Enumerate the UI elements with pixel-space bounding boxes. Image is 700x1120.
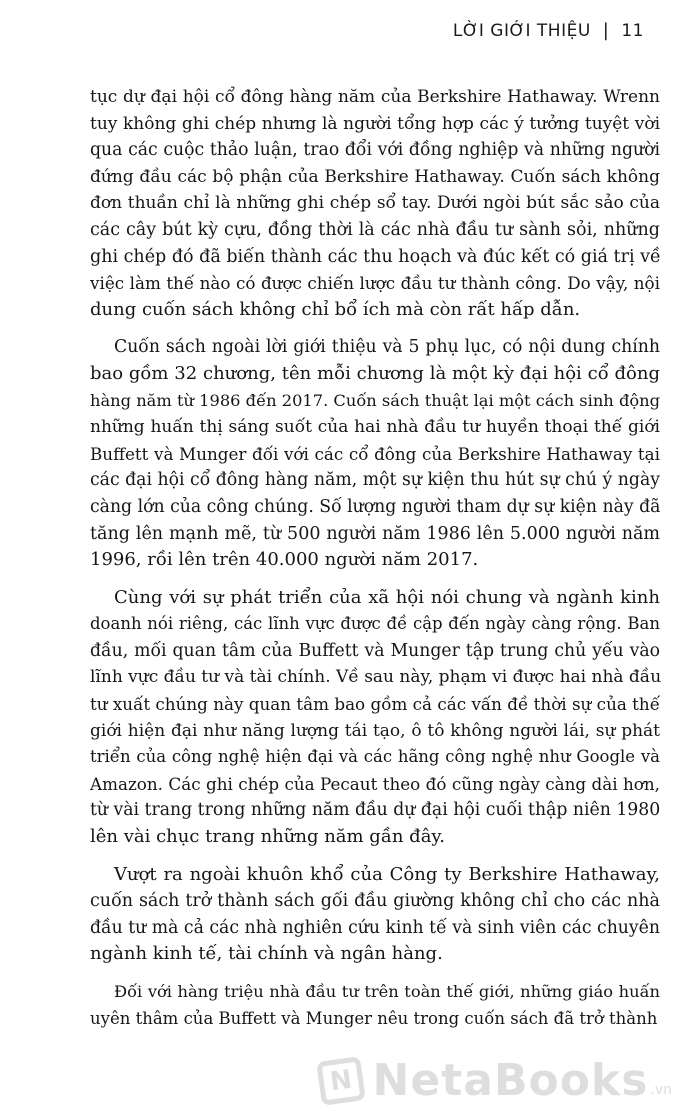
text-line: dung cuốn sách không chỉ bổ ích mà còn rất hấp dẫn.	[90, 298, 581, 320]
page-number: 11	[621, 20, 644, 41]
text-line: những huấn thị sáng suốt của hai nhà đầu tư huyền thoại thế giới	[90, 417, 660, 438]
text-line: đơn thuần chỉ là những ghi chép sổ tay. Dưới ngòi bút sắc sảo của	[90, 193, 660, 214]
running-header	[453, 20, 644, 41]
text-line: tư xuất chúng này quan tâm bao gồm cả các vấn đề thời sự của thế	[90, 694, 660, 715]
text-line: triển của công nghệ hiện đại và các hãng công nghệ như Google và	[90, 747, 660, 767]
text-line: uyên thâm của Buffett và Munger nêu trong cuốn sách đã trở thành	[90, 1008, 658, 1028]
watermark	[319, 1055, 672, 1106]
text-line: giới hiện đại như năng lượng tái tạo, ô tô không người lái, sự phát	[90, 720, 660, 741]
paragraph	[90, 334, 660, 573]
text-line: tuy không ghi chép nhưng là người tổng hợp các ý tưởng tuyệt vời	[90, 113, 660, 134]
text-line: đầu tư mà cả các nhà nghiên cứu kinh tế và sinh viên các chuyên	[90, 917, 660, 938]
text-line: tăng lên mạnh mẽ, từ 500 người năm 1986 lên 5.000 người năm	[90, 523, 660, 544]
text-line: qua các cuộc thảo luận, trao đổi với đồng nghiệp và những người	[90, 140, 660, 161]
text-line: ngành kinh tế, tài chính và ngân hàng.	[90, 943, 443, 965]
paragraph	[90, 84, 660, 323]
text-line: hàng năm từ 1986 đến 2017. Cuốn sách thuật lại một cách sinh động	[90, 390, 660, 410]
text-line: cuốn sách trở thành sách gối đầu giường không chỉ cho các nhà	[90, 891, 660, 912]
text-line: Cùng với sự phát triển của xã hội nói chung và ngành kinh	[114, 586, 660, 608]
text-line: Vượt ra ngoài khuôn khổ của Công ty Berkshire Hathaway,	[114, 863, 660, 885]
text-line: lĩnh vực đầu tư và tài chính. Về sau này, phạm vi được hai nhà đầu	[90, 667, 662, 688]
text-line: ghi chép đó đã biến thành các thu hoạch và đúc kết có giá trị về	[90, 246, 661, 267]
watermark-text: NetaBooks	[372, 1055, 649, 1106]
text-line: doanh nói riêng, các lĩnh vực được đề cập đến ngày càng rộng. Ban	[90, 614, 660, 634]
text-line: tục dự đại hội cổ đông hàng năm của Berkshire Hathaway. Wrenn	[90, 87, 660, 107]
text-line: càng lớn của công chúng. Số lượng người tham dự sự kiện này đã	[90, 496, 661, 517]
text-line: các cây bút kỳ cựu, đồng thời là các nhà đầu tư sành sỏi, những	[90, 219, 660, 240]
watermark-suffix: .vn	[650, 1082, 672, 1098]
text-line: 1996, rồi lên trên 40.000 người năm 2017.	[90, 549, 479, 571]
text-line: đứng đầu các bộ phận của Berkshire Hathaway. Cuốn sách không	[90, 166, 660, 187]
paragraph	[90, 862, 660, 968]
text-line: đầu, mối quan tâm của Buffett và Munger tập trung chủ yếu vào	[90, 640, 660, 661]
header-separator: |	[602, 20, 610, 41]
text-line: từ vài trang trong những năm đầu dự đại hội cuối thập niên 1980	[90, 800, 661, 821]
netabooks-logo-icon: N	[316, 1056, 366, 1106]
text-line: các đại hội cổ đông hàng năm, một sự kiện thu hút sự chú ý ngày	[90, 470, 660, 491]
text-line: lên vài chục trang những năm gần đây.	[90, 826, 445, 848]
paragraph	[90, 585, 660, 851]
body-text	[90, 84, 660, 1043]
text-line: Cuốn sách ngoài lời giới thiệu và 5 phụ lục, có nội dung chính	[114, 337, 660, 358]
text-line: bao gồm 32 chương, tên mỗi chương là một kỳ đại hội cổ đông	[90, 362, 660, 384]
text-line: Đối với hàng triệu nhà đầu tư trên toàn thế giới, những giáo huấn	[114, 982, 660, 1001]
text-line: việc làm thế nào có được chiến lược đầu tư thành công. Do vậy, nội	[90, 273, 660, 294]
text-line: Buffett và Munger đối với các cổ đông của Berkshire Hathaway tại	[90, 443, 660, 464]
chapter-title: LỜI GIỚI THIỆU	[452, 20, 591, 41]
text-line: Amazon. Các ghi chép của Pecaut theo đó cũng ngày càng dài hơn,	[90, 773, 660, 794]
paragraph	[90, 979, 660, 1032]
